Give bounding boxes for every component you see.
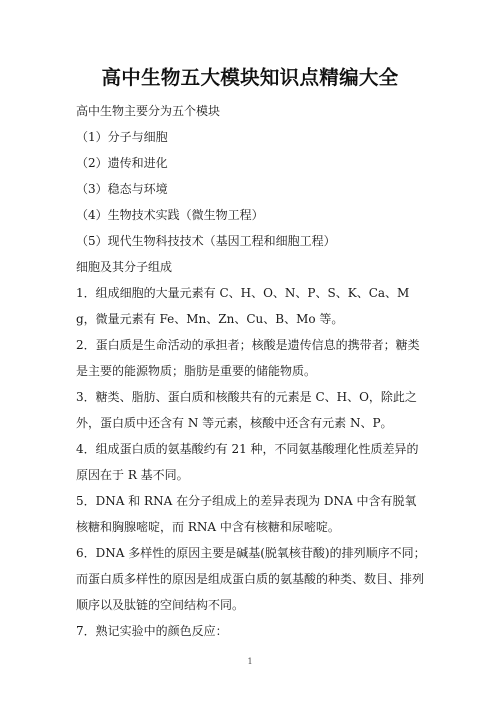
paragraph-module-1: （1）分子与细胞 <box>76 130 168 144</box>
paragraph-module-5: （5）现代生物科技技术（基因工程和细胞工程） <box>76 234 336 248</box>
document-title: 高中生物五大模块知识点精编大全 <box>101 66 399 89</box>
paragraph-point-3: 3．糖类、脂肪、蛋白质和核酸共有的元素是 C、H、O，除此之外，蛋白质中还含有 N 等元素，核酸中还含有元素 N、P。 <box>76 390 417 430</box>
document-body <box>76 98 428 644</box>
paragraph-point-1: 1．组成细胞的大量元素有 C、H、O、N、P、S、K、Ca、Mg，微量元素有 Fe、Mn、Zn、Cu、B、Mo 等。 <box>76 286 410 326</box>
paragraph-point-5: 5．DNA 和 RNA 在分子组成上的差异表现为 DNA 中含有脱氧核糖和胸腺嘧啶，而 RNA 中含有核糖和尿嘧啶。 <box>76 494 417 534</box>
paragraph-module-3: （3）稳态与环境 <box>76 182 168 196</box>
page-number: 1 <box>247 657 253 666</box>
paragraph-module-2: （2）遗传和进化 <box>76 156 168 170</box>
section-heading: 细胞及其分子组成 <box>76 260 173 274</box>
paragraph-intro: 高中生物主要分为五个模块 <box>76 104 221 118</box>
paragraph-point-4: 4．组成蛋白质的氨基酸约有 21 种，不同氨基酸理化性质差异的原因在于 R 基不同。 <box>76 442 419 482</box>
paragraph-point-2: 2．蛋白质是生命活动的承担者；核酸是遗传信息的携带者；糖类是主要的能源物质；脂肪是重要的储能物质。 <box>76 338 420 378</box>
paragraph-module-4: （4）生物技术实践（微生物工程） <box>76 208 264 222</box>
paragraph-point-7: 7．熟记实验中的颜色反应： <box>76 624 228 638</box>
paragraph-point-6: 6．DNA 多样性的原因主要是碱基(脱氧核苷酸)的排列顺序不同；而蛋白质多样性的原因是组成蛋白质的氨基酸的种类、数目、排列顺序以及肽链的空间结构不同。 <box>76 546 426 612</box>
